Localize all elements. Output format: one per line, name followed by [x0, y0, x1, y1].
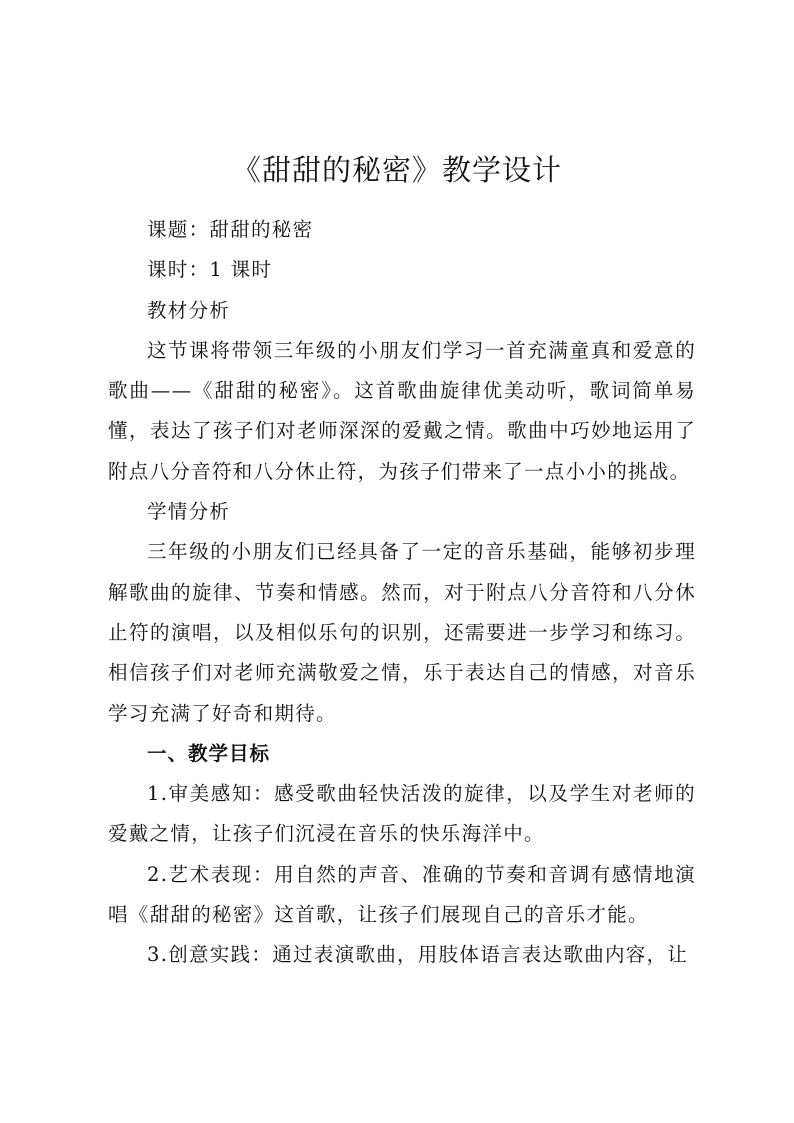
material-paragraph: 这节课将带领三年级的小朋友们学习一首充满童真和爱意的歌曲——《甜甜的秘密》。这首歌曲旋律优美动听，歌词简单易懂，表达了孩子们对老师深深的爱戴之情。歌曲中巧妙地运用了附点八分音符和八分休止符，为孩子们带来了一点小小的挑战。: [108, 338, 696, 483]
goal-item-3: 3.创意实践：通过表演歌曲，用肢体语言表达歌曲内容，让: [147, 943, 689, 967]
topic-line: 课题：甜甜的秘密: [147, 218, 314, 241]
goals-heading: 一、教学目标: [147, 741, 271, 765]
goal-item-1: 1.审美感知：感受歌曲轻快活泼的旋律，以及学生对老师的爱戴之情，让孩子们沉浸在音乐的快乐海洋中。: [108, 782, 696, 846]
material-heading: 教材分析: [147, 298, 231, 322]
document-title: 《甜甜的秘密》教学设计: [231, 153, 562, 187]
learner-heading: 学情分析: [147, 500, 231, 524]
document-body: [108, 210, 696, 976]
period-line: 课时：1 课时: [147, 258, 273, 282]
goal-item-2: 2.艺术表现：用自然的声音、准确的节奏和音调有感情地演唱《甜甜的秘密》这首歌，让孩子们展现自己的音乐才能。: [108, 862, 696, 927]
learner-paragraph: 三年级的小朋友们已经具备了一定的音乐基础，能够初步理解歌曲的旋律、节奏和情感。然而，对于附点八分音符和八分休止符的演唱，以及相似乐句的识别，还需要进一步学习和练习。相信孩子们对老师充满敬爱之情，乐于表达自己的情感，对音乐学习充满了好奇和期待。: [108, 540, 696, 725]
